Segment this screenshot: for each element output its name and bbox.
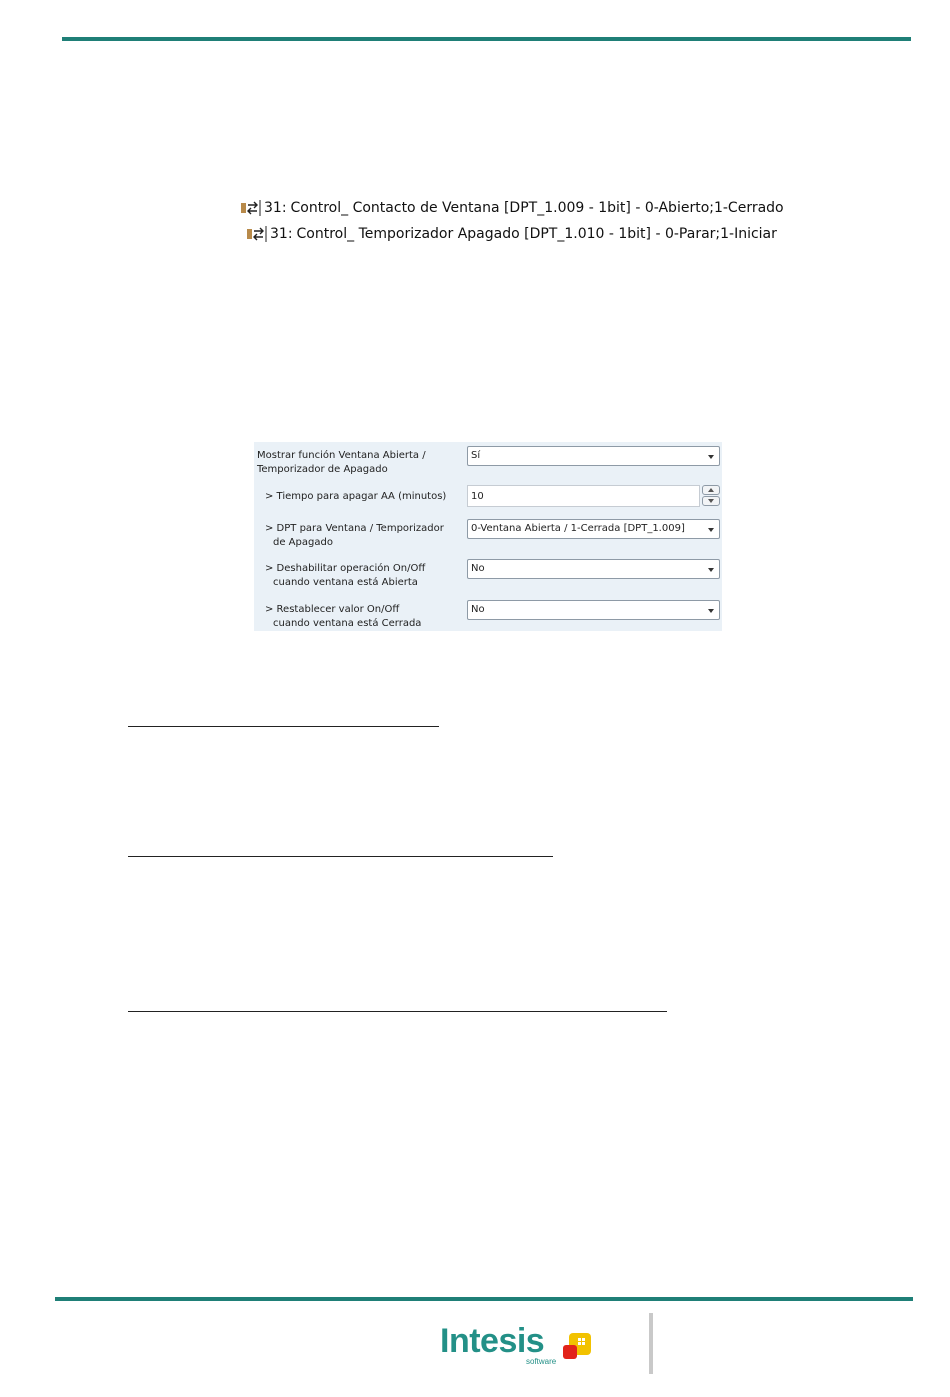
dropdown-value: No — [471, 604, 485, 615]
communication-object-31-off-timer[interactable] — [247, 223, 777, 245]
footer-divider — [649, 1313, 653, 1374]
object-number: 31: — [264, 200, 287, 216]
dropdown-value: No — [471, 563, 485, 574]
knx-object-icon — [247, 226, 267, 242]
dpt-dropdown[interactable] — [467, 519, 720, 539]
param-label: > DPT para Ventana / Temporizador de Apagado — [265, 523, 444, 548]
disable-onoff-dropdown[interactable] — [467, 559, 720, 579]
header-rule — [62, 37, 911, 41]
restore-onoff-dropdown[interactable] — [467, 600, 720, 620]
decrement-button[interactable] — [702, 496, 720, 506]
param-label: Mostrar función Ventana Abierta / Temporizador de Apagado — [257, 450, 426, 475]
param-label: > Deshabilitar operación On/Off cuando ventana está Abierta — [265, 563, 426, 588]
chevron-down-icon — [708, 455, 714, 459]
dropdown-value: Sí — [471, 450, 481, 461]
chevron-down-icon — [708, 609, 714, 613]
chevron-down-icon — [708, 528, 714, 532]
logo-subtitle: software — [526, 1357, 557, 1366]
object-description: Control_ Temporizador Apagado [DPT_1.010 - 1bit] - 0-Parar;1-Iniciar — [296, 226, 777, 242]
section-heading-underline — [128, 1011, 667, 1012]
param-label: > Tiempo para apagar AA (minutos) — [265, 491, 447, 502]
logo-wordmark: Intesis — [440, 1322, 545, 1360]
show-function-dropdown[interactable] — [467, 446, 720, 466]
communication-object-31-window-contact[interactable] — [241, 197, 784, 219]
intesis-mark-icon — [563, 1333, 591, 1361]
object-description: Control_ Contacto de Ventana [DPT_1.009 - 1bit] - 0-Abierto;1-Cerrado — [290, 200, 784, 216]
knx-object-icon — [241, 200, 261, 216]
increment-button[interactable] — [702, 485, 720, 495]
input-value: 10 — [471, 491, 484, 502]
object-number: 31: — [270, 226, 293, 242]
footer-rule — [55, 1297, 913, 1301]
intesis-logo — [440, 1321, 600, 1369]
off-time-input[interactable] — [467, 485, 700, 507]
section-heading-underline — [128, 726, 439, 727]
parameters-panel — [254, 442, 722, 631]
section-heading-underline — [128, 856, 553, 857]
dropdown-value: 0-Ventana Abierta / 1-Cerrada [DPT_1.009] — [471, 523, 685, 534]
param-label: > Restablecer valor On/Off cuando ventana está Cerrada — [265, 604, 422, 629]
chevron-down-icon — [708, 568, 714, 572]
